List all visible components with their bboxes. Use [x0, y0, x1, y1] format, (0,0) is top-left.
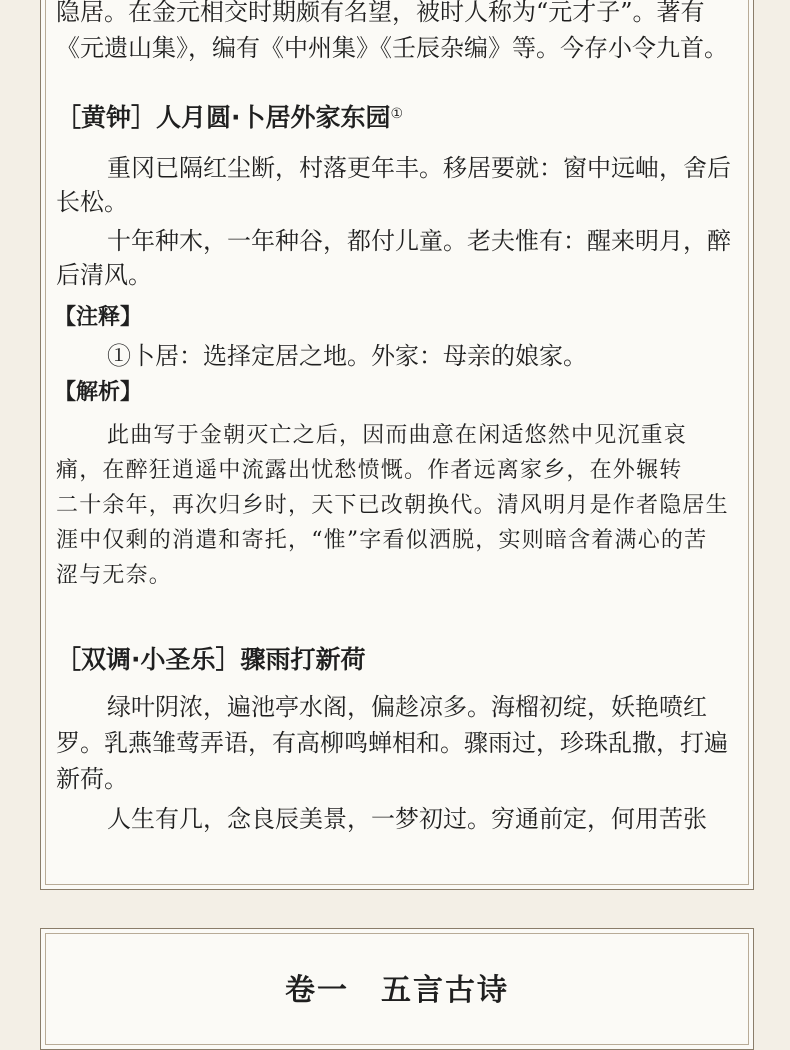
- song-title: ［黄钟］人月圆·卜居外家东园①: [56, 103, 404, 132]
- analysis-line: 二十余年，再次归乡时，天下已改朝换代。清风明月是作者隐居生: [56, 493, 729, 518]
- corner-ornament: [739, 875, 754, 890]
- chapter-title: 卷一 五言古诗: [285, 973, 509, 1008]
- book-page: [40, 0, 754, 890]
- next-book-page: [40, 928, 754, 1050]
- song-line: 十年种木，一年种谷，都付儿童。老夫惟有：醒来明月，醉: [107, 227, 731, 255]
- analysis-line: 涯中仅剩的消遣和寄托，“惟”字看似洒脱，实则暗含着满心的苦: [56, 528, 708, 553]
- song-line: 人生有几，念良辰美景，一梦初过。穷通前定，何用苦张: [107, 805, 707, 833]
- song-line: 长松。: [56, 188, 128, 216]
- corner-ornament: [739, 928, 754, 943]
- intro-line: 《元遗山集》，编有《中州集》《壬辰杂编》等。今存小令九首。: [56, 34, 728, 62]
- analysis-line: 痛，在醉狂逍遥中流露出忧愁愤慨。作者远离家乡，在外辗转: [56, 458, 683, 483]
- notes-label: 【注释】: [54, 305, 143, 330]
- note-line: ①卜居：选择定居之地。外家：母亲的娘家。: [107, 342, 587, 370]
- corner-ornament: [40, 875, 55, 890]
- corner-ornament: [40, 928, 55, 943]
- footnote-marker: ①: [390, 106, 404, 122]
- song-line: 罗。乳燕雏莺弄语，有高柳鸣蝉相和。骤雨过，珍珠乱撒，打遍: [56, 729, 728, 757]
- song-line: 新荷。: [56, 765, 128, 793]
- song-line: 后清风。: [56, 261, 152, 289]
- analysis-line: 涩与无奈。: [56, 563, 173, 588]
- song-line: 重冈已隔红尘断，村落更年丰。移居要就：窗中远岫，舍后: [107, 154, 731, 182]
- intro-line: 隐居。在金元相交时期颇有名望，被时人称为“元才子”。著有: [56, 0, 705, 26]
- song-title: ［双调·小圣乐］骤雨打新荷: [56, 645, 366, 674]
- song-line: 绿叶阴浓，遍池亭水阁，偏趁凉多。海榴初绽，妖艳喷红: [107, 693, 707, 721]
- analysis-label: 【解析】: [54, 380, 143, 405]
- analysis-line: 此曲写于金朝灭亡之后，因而曲意在闲适悠然中见沉重哀: [107, 423, 688, 448]
